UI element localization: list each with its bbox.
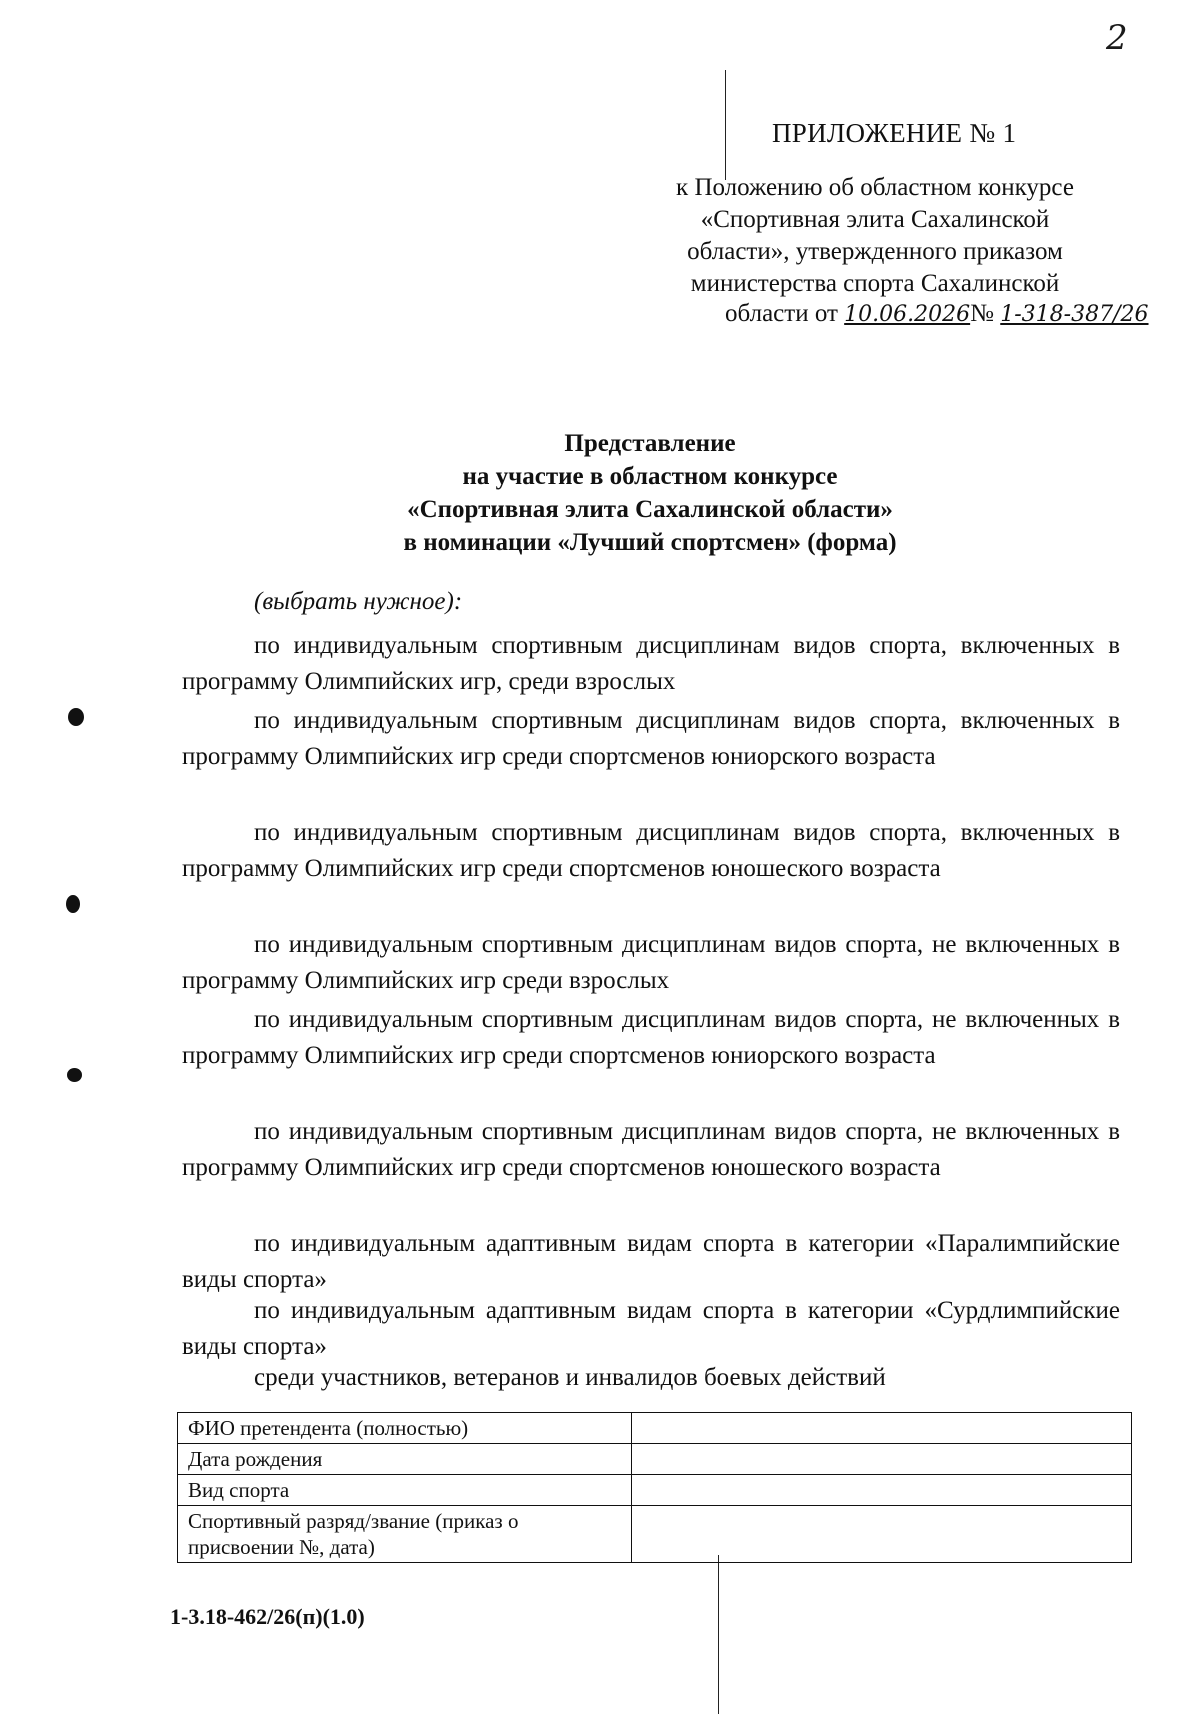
candidate-form-table (177, 1412, 1132, 1563)
scan-artifact-line (718, 1555, 719, 1714)
table-value-cell (632, 1506, 1132, 1563)
table-row (178, 1444, 1132, 1475)
appendix-line: «Спортивная элита Сахалинской (700, 206, 1050, 233)
order-date: 10.06.2026 (844, 302, 971, 327)
table-row (178, 1413, 1132, 1444)
table-value-cell (632, 1444, 1132, 1475)
table-row (178, 1475, 1132, 1506)
order-number-label: № (970, 300, 994, 327)
order-reference (725, 300, 1149, 328)
hole-punch-mark (66, 895, 80, 913)
scan-artifact-line (725, 70, 726, 180)
nomination-option: среди участников, ветеранов и инвалидов боевых действий (254, 1364, 886, 1391)
nomination-option: по индивидуальным спортивным дисциплинам видов спорта, включенных в программу Олимпийских игр среди спортсменов юниорского возраста (182, 707, 1120, 770)
nomination-option: по индивидуальным спортивным дисциплинам видов спорта, включенных в программу Олимпийских игр среди спортсменов юношеского возраста (182, 819, 1120, 882)
document-title: в номинации «Лучший спортсмен» (форма) (403, 529, 897, 556)
document-title: на участие в областном конкурсе (462, 463, 838, 490)
document-title: «Спортивная элита Сахалинской области» (407, 496, 893, 523)
document-title: Представление (564, 430, 736, 457)
order-prefix: области от (725, 300, 838, 327)
table-row (178, 1506, 1132, 1563)
nomination-option: по индивидуальным спортивным дисциплинам видов спорта, не включенных в программу Олимпийских игр среди спортсменов юниорского возраста (182, 1006, 1120, 1069)
selection-instruction: (выбрать нужное): (254, 588, 463, 615)
table-label-cell: Спортивный разряд/звание (приказ о присвоении №, дата) (178, 1506, 632, 1563)
hole-punch-mark (67, 1068, 82, 1082)
table-label-cell: ФИО претендента (полностью) (178, 1413, 632, 1444)
nomination-option: по индивидуальным адаптивным видам спорта в категории «Паралимпийские виды спорта» (182, 1230, 1120, 1293)
appendix-line: министерства спорта Сахалинской (690, 270, 1060, 297)
nomination-option: по индивидуальным спортивным дисциплинам видов спорта, не включенных в программу Олимпийских игр среди взрослых (182, 931, 1120, 994)
table-value-cell (632, 1475, 1132, 1506)
appendix-line: области», утвержденного приказом (687, 238, 1063, 265)
table-label-cell: Дата рождения (178, 1444, 632, 1475)
document-code: 1-3.18-462/26(п)(1.0) (170, 1604, 365, 1629)
order-number: 1-318-387/26 (1000, 302, 1149, 327)
page-number: 2 (1106, 18, 1128, 58)
table-label-cell: Вид спорта (178, 1475, 632, 1506)
nomination-option: по индивидуальным адаптивным видам спорта в категории «Сурдлимпийские виды спорта» (182, 1297, 1120, 1360)
nomination-option: по индивидуальным спортивным дисциплинам видов спорта, включенных в программу Олимпийских игр, среди взрослых (182, 632, 1120, 695)
appendix-line: к Положению об областном конкурсе (676, 174, 1074, 201)
table-value-cell (632, 1413, 1132, 1444)
nomination-option: по индивидуальным спортивным дисциплинам видов спорта, не включенных в программу Олимпийских игр среди спортсменов юношеского возраста (182, 1118, 1120, 1181)
appendix-heading: ПРИЛОЖЕНИЕ № 1 (772, 118, 1017, 148)
hole-punch-mark (68, 708, 84, 726)
